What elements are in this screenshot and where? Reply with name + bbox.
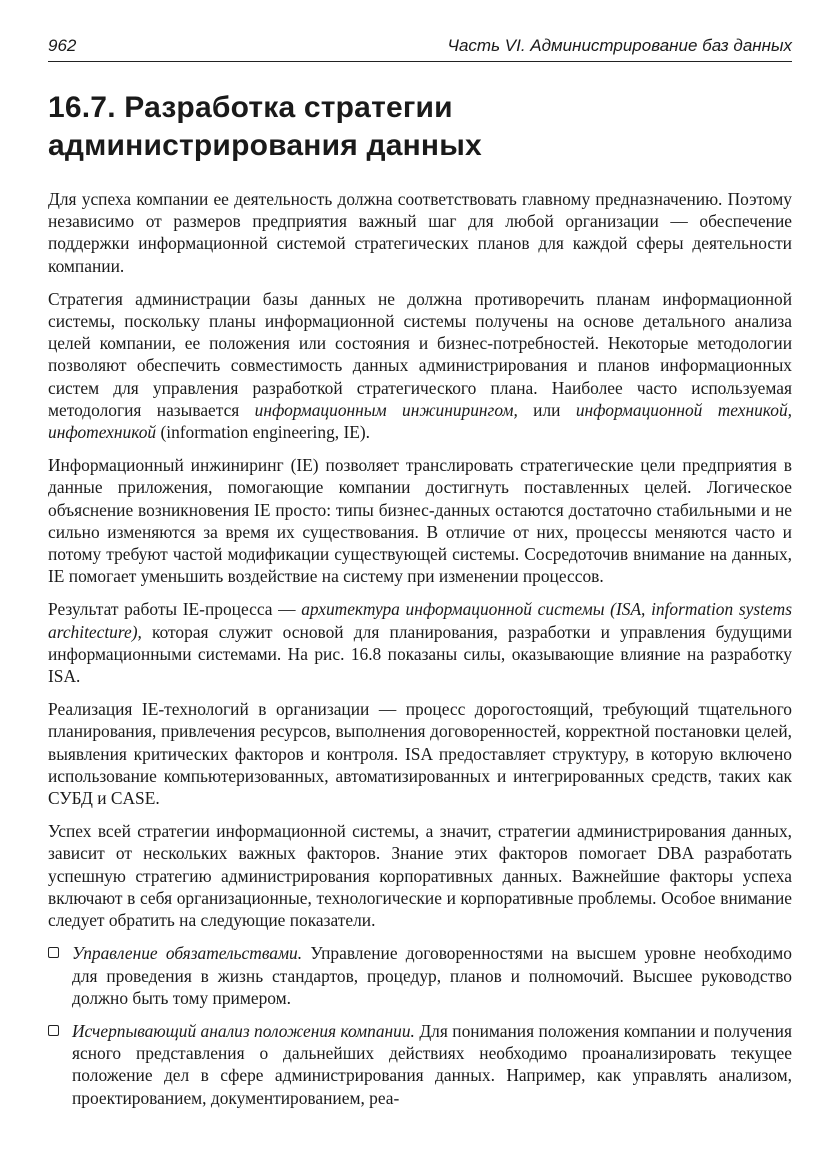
checkbox-bullet-icon (48, 1025, 59, 1036)
section-title-line-2: администрирования данных (48, 129, 482, 162)
running-header (48, 36, 792, 62)
paragraph-2-text-e: (information engineering, IE). (156, 422, 371, 443)
paragraph-4-text-a: Результат работы IE-процесса — (48, 599, 302, 620)
factor-text: Для понимания положения компании и получения ясного представления о дальнейших действиях необходимо проанализировать текущее положение дел в сфере администрирования данных. Например, как управлять анализом, проектированием, документированием, реа- (72, 1020, 792, 1108)
section-title (48, 89, 792, 165)
factor-text: Управление договоренностями на высшем уровне необходимо для проведения в жизнь стандартов, процедур, планов и полномочий. Высшее руководство должно быть тому примером. (72, 943, 792, 1008)
paragraph-6: Успех всей стратегии информационной системы, а значит, стратегии администрирования данных, зависит от нескольких важных факторов. Знание этих факторов помогает DBA разработать успешную стратегию администрирования корпоративных данных. Важнейшие факторы успеха включают в себя организационные, технологические и корпоративные проблемы. Особое внимание следует обратить на следующие показатели. (48, 821, 792, 931)
factor-term: Управление обязательствами. (72, 943, 303, 964)
paragraph-5: Реализация IE-технологий в организации — процесс дорогостоящий, требующий тщательного планирования, привлечения ресурсов, выполнения договоренностей, корректной постановки целей, выявления критических факторов и контроля. ISA предоставляет структуру, в которую включено использование компьютеризованных, автоматизированных и интегрированных средств, таких как СУБД и CASE. (48, 699, 792, 809)
paragraph-2-text-a: Стратегия администрации базы данных не должна противоречить планам информационной системы, поскольку планы информационной системы получены на основе детального анализа целей компании, ее положения или состояния и бизнес-потребностей. Некоторые методологии позволяют обеспечить совместимость данных администрирования и планов информационных систем для управления разработкой стратегического плана. Наиболее часто используемая методология называется (48, 288, 792, 420)
paragraph-4 (48, 598, 792, 687)
term-information-technique: информационной техникой, инфотехникой (48, 399, 792, 443)
factors-list (48, 942, 792, 1108)
paragraph-3: Информационный инжиниринг (IE) позволяет транслировать стратегические цели предприятия в данные приложения, помогающие компании достигнуть поставленных целей. Логическое объяснение возникновения IE просто: типы бизнес-данных остаются достаточно стабильными и не сильно изменяются за время их существования. В отличие от них, процессы меняются часто и потому требуют частой модификации существующей системы. Сосредоточив внимание на данных, IE помогает уменьшить воздействие на систему при изменении процессов. (48, 455, 792, 587)
checkbox-bullet-icon (48, 947, 59, 958)
term-information-engineering: информационным инжинирингом, (254, 399, 518, 420)
paragraph-2-text-c: или (517, 399, 576, 420)
page (48, 36, 792, 1120)
page-number: 962 (48, 36, 77, 55)
body-text (48, 188, 792, 1109)
paragraph-2 (48, 288, 792, 443)
section-title-line-1: 16.7. Разработка стратегии (48, 91, 453, 124)
list-item (48, 942, 792, 1009)
part-title: Часть VI. Администрирование баз данных (447, 36, 792, 55)
factor-term: Исчерпывающий анализ положения компании. (72, 1020, 415, 1041)
paragraph-4-text-c: которая служит основой для планирования, разработки и управления будущими информационными системами. На рис. 16.8 показаны силы, оказывающие влияние на разработку ISA. (48, 621, 792, 687)
term-isa: архитектура информационной системы (ISA, information systems architecture), (48, 599, 792, 642)
list-item (48, 1020, 792, 1109)
paragraph-1: Для успеха компании ее деятельность должна соответствовать главному предназначению. Поэтому независимо от размеров предприятия важный шаг для любой организации — обеспечение поддержки информационной системой стратегических планов для каждой сферы деятельности компании. (48, 189, 792, 276)
